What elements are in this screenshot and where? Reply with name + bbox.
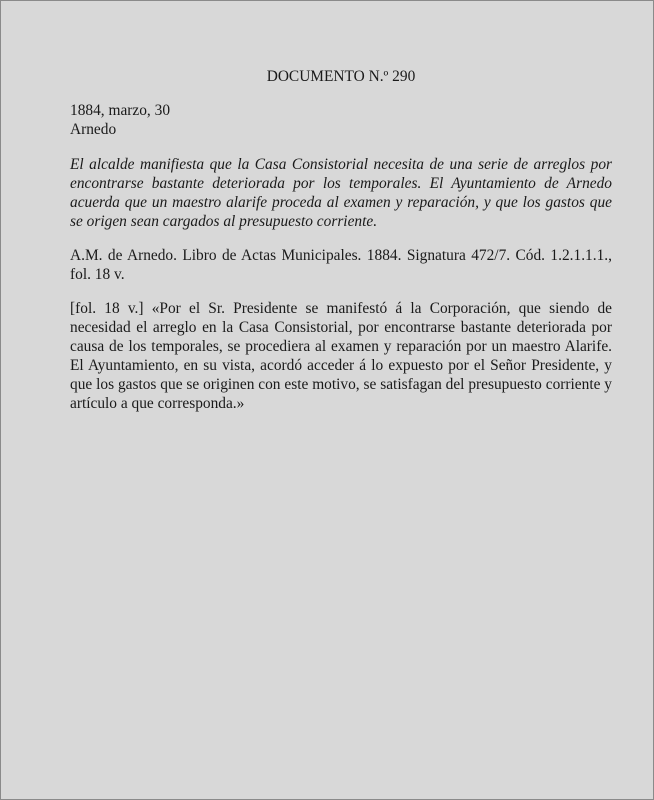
document-place: Arnedo	[70, 121, 117, 138]
document-title: DOCUMENTO N.º 290	[266, 68, 416, 85]
document-date: 1884, marzo, 30	[70, 102, 171, 119]
document-transcription: [fol. 18 v.] «Por el Sr. Presidente se manifestó á la Corporación, que siendo de necesidad el arreglo en la Casa Consistorial, por encontrarse bastante deteriorada por causa de los temporales, se procediera al examen y reparación por un maestro Alarife. El Ayuntamiento, en su vista, acordó acceder á lo expuesto por el Señor Presidente, y que los gastos que se originen con este motivo, se satisfagan del presupuesto corriente y artículo a que corresponda.»	[70, 300, 612, 412]
document-content	[70, 67, 612, 413]
archival-source: A.M. de Arnedo. Libro de Actas Municipales. 1884. Signatura 472/7. Cód. 1.2.1.1.1., fol. 18 v.	[70, 247, 612, 283]
document-summary: El alcalde manifiesta que la Casa Consistorial necesita de una serie de arreglos por encontrarse bastante deteriorada por los temporales. El Ayuntamiento de Arnedo acuerda que un maestro alarife proceda al examen y reparación, y que los gastos que se origen sean cargados al presupuesto corriente.	[70, 156, 612, 230]
